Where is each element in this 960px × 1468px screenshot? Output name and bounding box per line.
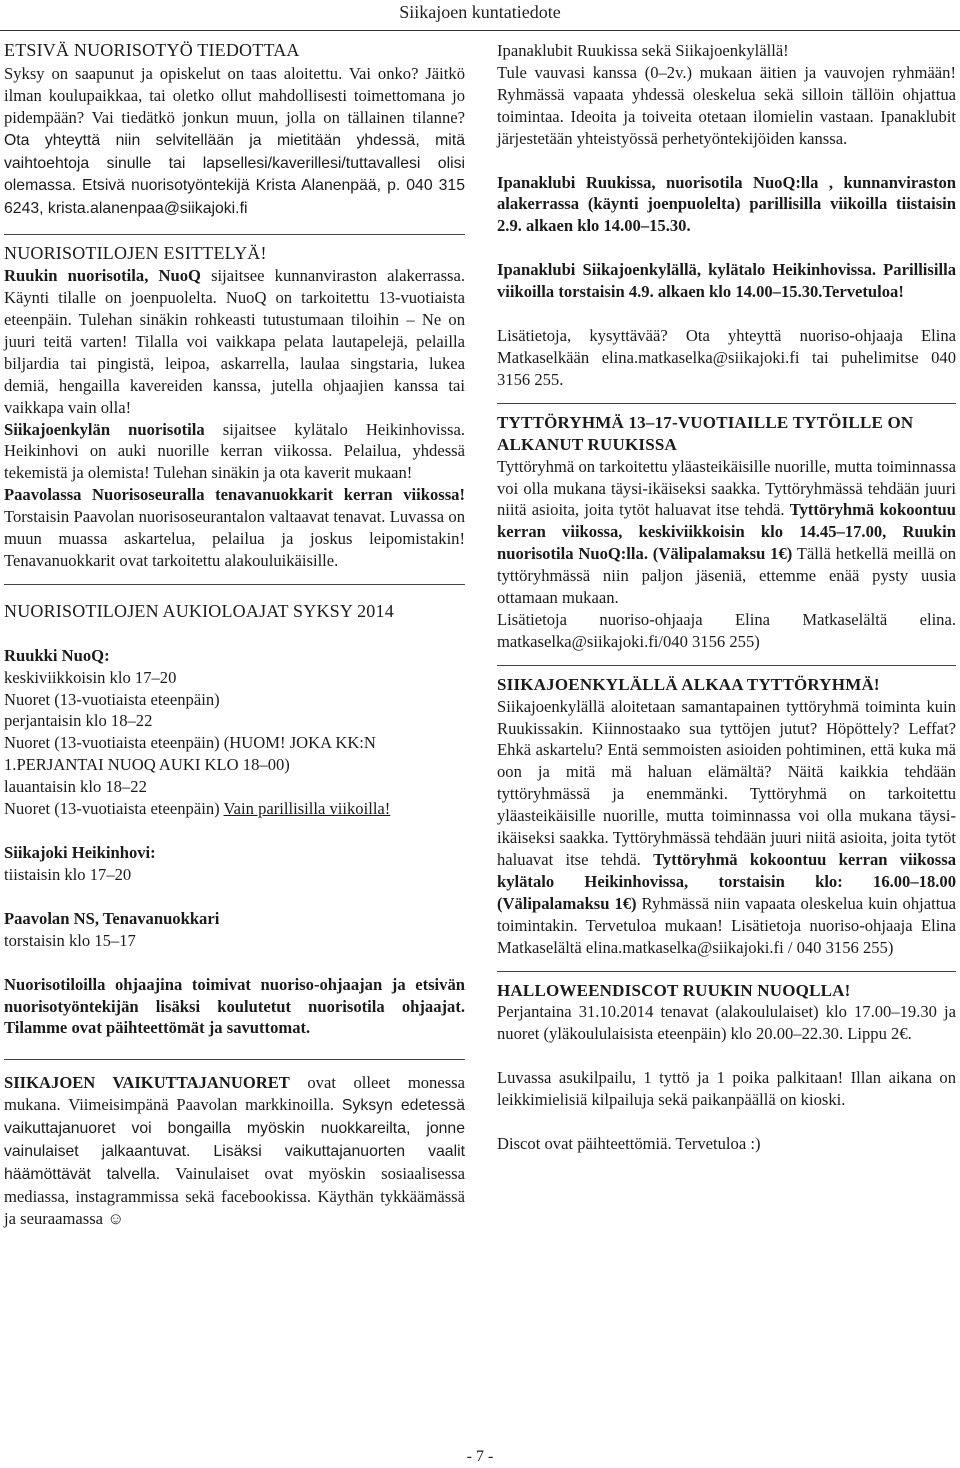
section-divider [497, 971, 956, 972]
paavola-tila-paragraph [4, 484, 465, 572]
ohjaajat-note: Nuorisotiloilla ohjaajina toimivat nuoriso-ohjaajan ja etsivän nuorisotyöntekijän lisäksi koulutetut nuorisotila ohjaajat. Tilamme ovat päihteettömät ja savuttomat. [4, 974, 465, 1038]
ipanaklubi-siikajoenkyla: Ipanaklubi Siikajoenkylällä, kylätalo Heikinhovissa. Parillisilla viikoilla torstaisin 4.9. alkaen klo 14.00–15.30.Tervetuloa! [497, 260, 956, 302]
ruukki-hours-line: Nuoret (13-vuotiaista eteenpäin) (HUOM! JOKA KK:N 1.PERJANTAI NUOQ AUKI KLO 18–00) [4, 733, 376, 775]
heikinhovi-hours-line: tiistaisin klo 17–20 [4, 864, 132, 884]
ruukki-hours-heading: Ruukki NuoQ: [4, 645, 110, 665]
ruukki-tila-label: Ruukin nuorisotila, NuoQ [4, 266, 201, 286]
spacer [497, 1045, 956, 1067]
ipanaklubit-intro: Tule vauvasi kanssa (0–2v.) mukaan äitien ja vauvojen ryhmään! Ryhmässä vapaata yhdessä oleskelua sekä silloin tällöin ohjattua toimintaa. Ideoita ja toiveita otetaan ilomielin vastaan. Ipanaklubit järjestetään yhteistyössä perhetyöntekijöiden kanssa. [497, 62, 956, 148]
halloween-heading: HALLOWEENDISCOT RUUKIN NUOQLLA! [497, 980, 851, 1000]
ruukki-hours-line [4, 798, 465, 820]
ruukki-tila-paragraph [4, 265, 465, 418]
left-column [4, 38, 465, 1230]
section-divider [497, 665, 956, 666]
ruukki-hours-line: keskiviikkoisin klo 17–20 [4, 667, 177, 687]
halloween-details: Perjantaina 31.10.2014 tenavat (alakoululaiset) klo 17.00–19.30 ja nuoret (yläkoululaisista eteenpäin) klo 20.00–22.30. Lippu 2€. [497, 1002, 956, 1044]
etsiva-intro: Syksy on saapunut ja opiskelut on taas aloitettu. Vai onko? Jäitkö ilman koulupaikkaa, tai oletko ollut mahdollisesti toimettomana jo pidempään? Vai tiedätkö jonkun muun, jolla on tällainen tilanne? [4, 63, 465, 127]
vaikuttajat-text2: Syksyn edetessä vaikuttajanuoret voi bongailla myöskin nuokkareilta, jonne vainulaiset jalkaantuvat. Lisäksi vaikuttajanuorten vaalit häämöttävät talvella. [4, 1097, 465, 1183]
siikajoenkyla-tyttoryhma-paragraph [497, 696, 956, 959]
etsiva-heading: ETSIVÄ NUORISOTYÖ TIEDOTTAA [4, 40, 300, 60]
vaikuttajat-text1: ovat olleet monessa mukana. Viimeisimpänä Paavolan markkinoilla. [4, 1073, 465, 1115]
paavola-tila-label: Paavolassa Nuorisoseuralla tenavanuokkarit kerran viikossa! [4, 485, 465, 505]
tyttoryhma-text2: Tällä hetkellä meillä on tyttöryhmässä niin paljon jäseniä, ettemme enää pysty uusia ottamaan mukaan. [497, 544, 956, 608]
tyttoryhma-paragraph [497, 456, 956, 609]
siikajoenkyla-tila-label: Siikajoenkylän nuorisotila [4, 419, 205, 439]
spacer [4, 952, 465, 974]
aukiolo-heading: NUORISOTILOJEN AUKIOLOAJAT SYKSY 2014 [4, 600, 394, 621]
paavola-hours-heading: Paavolan NS, Tenavanuokkari [4, 908, 220, 928]
ipanaklubi-ruukki: Ipanaklubi Ruukissa, nuorisotila NuoQ:lla , kunnanviraston alakerrassa (käynti joenpuolelta) parillisilla viikoilla tiistaisin 2.9. alkaen klo 14.00–15.30. [497, 172, 956, 236]
ipanaklubit-info: Lisätietoja, kysyttävää? Ota yhteyttä nuoriso-ohjaaja Elina Matkaselkään elina.matkaselka@siikajoki.fi tai puhelimitse 040 3156 255. [497, 326, 956, 389]
tyttoryhma-text1: Tyttöryhmä on tarkoitettu yläasteikäisille nuorille, mutta toiminnassa voi olla mukana täysi-ikäiseksi saakka. Tyttöryhmässä tehdään juuri niitä asioita, joita tytöt haluavat itse tehdä. [497, 456, 956, 520]
section-divider [4, 234, 465, 235]
tyttoryhma-info: Lisätietoja nuoriso-ohjaaja Elina Matkaselältä elina. matkaselka@siikajoki.fi/040 3156 255) [497, 609, 956, 651]
vaikuttajat-paragraph [4, 1072, 465, 1229]
spacer [4, 820, 465, 842]
spacer [4, 886, 465, 908]
page-number: - 7 - [466, 1448, 494, 1465]
running-head: Siikajoen kuntatiedote [399, 2, 561, 22]
ruukki-hours-line: Nuoret (13-vuotiaista eteenpäin) [4, 689, 220, 709]
siikajoenkyla-tyttoryhma-schedule: Tyttöryhmä kokoontuu kerran viikossa kylätalo Heikinhovissa, torstaisin klo: 16.00–18.00 (Välipalamaksu 1€) [497, 850, 956, 913]
tyttoryhma-heading: TYTTÖRYHMÄ 13–17-VUOTIAILLE TYTÖILLE ON ALKANUT RUUKISSA [497, 412, 914, 454]
spacer [497, 237, 956, 259]
section-divider [4, 1059, 465, 1060]
spacer [497, 1111, 956, 1133]
etsiva-paragraph [4, 63, 465, 220]
siikajoenkyla-tila-text: sijaitsee kylätalo Heikinhovissa. Heikinhovi on auki nuorille kerran viikossa. Pelailua, yhdessä tekemistä ja olemista! Tulehan sinäkin ja ota kaverit mukaan! [4, 419, 465, 483]
right-column [497, 38, 956, 1155]
paavola-hours-line: torstaisin klo 15–17 [4, 930, 136, 950]
ruukki-hours-line: lauantaisin klo 18–22 [4, 777, 147, 797]
paavola-tila-text: Torstaisin Paavolan nuorisoseurantalon valtaavat tenavat. Luvassa on muun muassa askartelua, pelailua ja joskus leipomistakin! Tenavanuokkarit ovat tarkoitettu alakouluikäisille. [4, 507, 465, 570]
siikajoenkyla-tyttoryhma-heading: SIIKAJOENKYLÄLLÄ ALKAA TYTTÖRYHMÄ! [497, 674, 880, 694]
esittely-heading: NUORISOTILOJEN ESITTELYÄ! [4, 243, 267, 264]
ruukki-tila-text: sijaitsee kunnanviraston alakerrassa. Käynti tilalle on joenpuolelta. NuoQ on tarkoitettu 13-vuotiaista eteenpäin. Tulehan sinäkin rohkeasti tutustumaan tiloihin – Ne on juuri teitä varten! Tilalla voi vaikkapa pelata lautapelejä, pelailla biljardia tai pingistä, leipoa, askarrella, laulaa singstaria, lukea demiä, hengailla kavereiden kanssa, jutella ohjaajien kanssa tai vaikkapa vain olla! [4, 266, 465, 417]
vaikuttajat-text3: Vainulaiset ovat myöskin sosiaalisessa mediassa, instagrammissa sekä facebookissa. Käythän tykkäämässä ja seuraamassa ☺ [4, 1163, 465, 1228]
siikajoenkyla-tila-paragraph [4, 419, 465, 485]
section-divider [4, 584, 465, 585]
siikajoenkyla-tyttoryhma-text2: Ryhmässä niin vapaata oleskelua kuin ohjattua toimintakin. Tervetuloa mukaan! Lisätietoja nuoriso-ohjaaja Elina Matkaselältä elina.matkaselka@siikajoki.fi / 040 3156 255) [497, 893, 956, 957]
spacer [497, 303, 956, 325]
ruukki-hours-age: Nuoret (13-vuotiaista eteenpäin) [4, 799, 224, 819]
halloween-closing: Discot ovat päihteettömiä. Tervetuloa :) [497, 1134, 761, 1154]
tyttoryhma-schedule: Tyttöryhmä kokoontuu kerran viikossa, keskiviikkoisin klo 14.45–17.00, Ruukin nuorisotila NuoQ:lla. (Välipalamaksu 1€) [497, 500, 957, 564]
ruukki-hours-note: Vain parillisilla viikoilla! [223, 799, 391, 819]
heikinhovi-hours-heading: Siikajoki Heikinhovi: [4, 843, 156, 862]
spacer [4, 623, 465, 645]
etsiva-contact: Ota yhteyttä niin selvitellään ja mietitään yhdessä, mitä vaihtoehtoja sinulle tai lapsellesi/kaverillesi/tuttavallesi olisi olemassa. Etsivä nuorisotyöntekijä Krista Alanenpää, p. 040 315 6243, krista.alanenpaa@siikajoki.fi [4, 131, 465, 218]
vaikuttajat-label: SIIKAJOEN VAIKUTTAJANUORET [4, 1073, 290, 1093]
section-divider [497, 403, 956, 404]
siikajoenkyla-tyttoryhma-text1: Siikajoenkylällä aloitetaan samantapainen tyttöryhmä toiminta kuin Ruukissakin. Kiinnostaako sua tyttöjen jutut? Höpöttely? Leffat? Ehkä askartelu? Entä semmoisten asioiden pohtiminen, että kuka mä oon ja mitä mä haluan elämältä? Näitä kaikkia tehdään tyttöryhmässä ja enemmänki. Tyttöryhmä on tarkoitettu yläasteikäisille nuorille, mutta toiminnassa voi olla mukana täysi-ikäiseksi saakka. Tyttöryhmässä tehdään juuri niitä asioita, joita tytöt haluavat itse tehdä. [497, 696, 956, 869]
spacer [497, 150, 956, 172]
ipanaklubit-heading: Ipanaklubit Ruukissa sekä Siikajoenkylällä! [497, 41, 789, 60]
ruukki-hours-line: perjantaisin klo 18–22 [4, 711, 153, 731]
halloween-contest: Luvassa asukilpailu, 1 tyttö ja 1 poika palkitaan! Illan aikana on leikkimielisiä kilpailuja sekä paikanpäällä on kioski. [497, 1068, 956, 1110]
